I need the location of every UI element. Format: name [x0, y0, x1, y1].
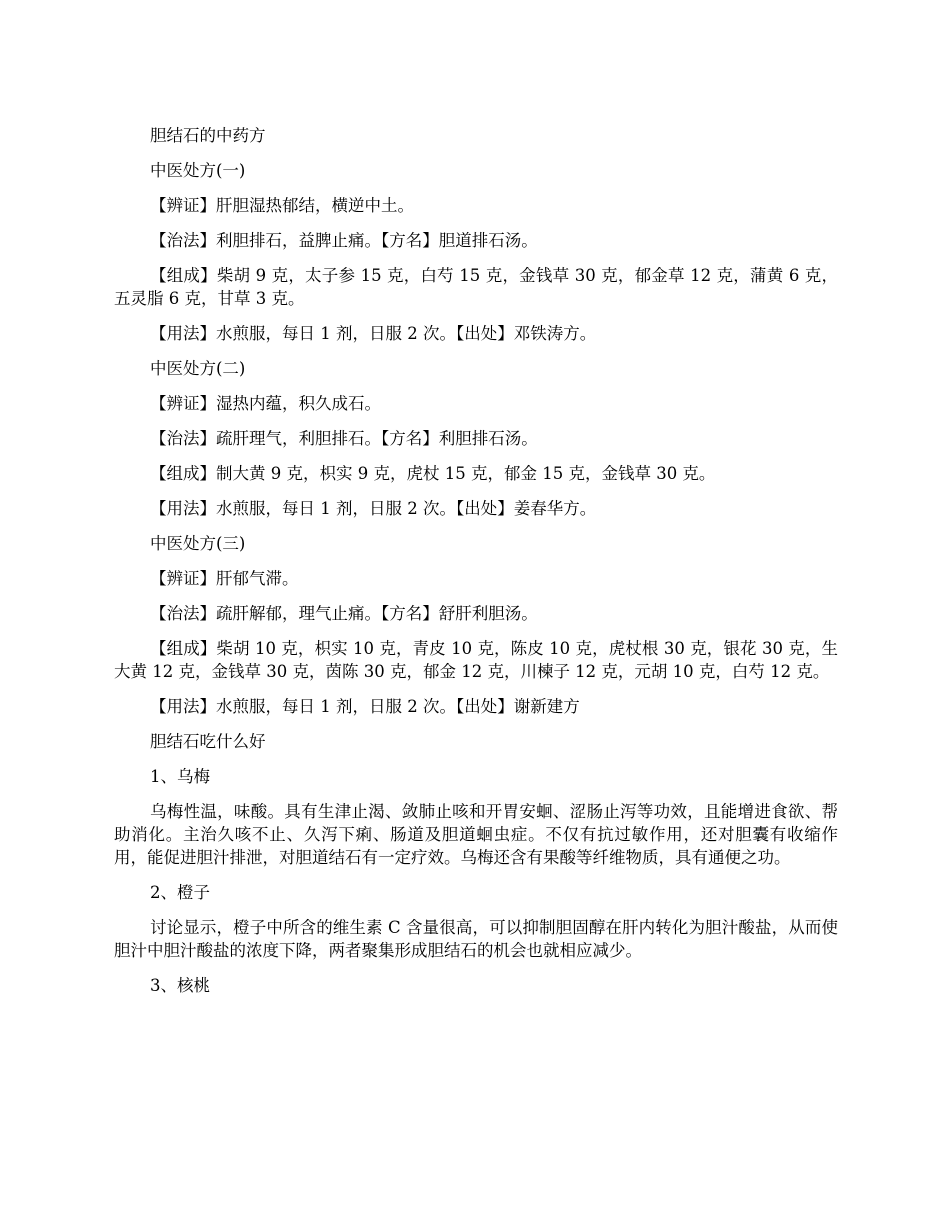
- section-heading: 中医处方(二): [150, 359, 246, 378]
- paragraph: 【辨证】肝郁气滞。: [150, 569, 299, 588]
- paragraph: 【组成】柴胡 9 克，太子参 15 克，白芍 15 克，金钱草 30 克，郁金草 12 克，蒲黄 6 克，五灵脂 6 克，甘草 3 克。: [114, 266, 838, 308]
- section-heading: 中医处方(三): [150, 534, 246, 553]
- paragraph: 【用法】水煎服，每日 1 剂，日服 2 次。【出处】姜春华方。: [150, 499, 597, 518]
- document-title: 胆结石的中药方: [150, 126, 266, 145]
- paragraph: 【辨证】湿热内蕴，积久成石。: [150, 394, 381, 413]
- paragraph: 【治法】利胆排石，益脾止痛。【方名】胆道排石汤。: [150, 231, 538, 250]
- paragraph: 【用法】水煎服，每日 1 剂，日服 2 次。【出处】谢新建方: [150, 697, 580, 716]
- paragraph: 乌梅性温，味酸。具有生津止渴、敛肺止咳和开胃安蛔、涩肠止泻等功效，且能增进食欲、帮助消化。主治久咳不止、久泻下痢、肠道及胆道蛔虫症。不仅有抗过敏作用，还对胆囊有收缩作用，能促进胆汁排泄，对胆道结石有一定疗效。乌梅还含有果酸等纤维物质，具有通便之功。: [114, 802, 838, 867]
- paragraph: 【组成】制大黄 9 克，枳实 9 克，虎杖 15 克，郁金 15 克，金钱草 30 克。: [150, 464, 716, 483]
- paragraph: 【辨证】肝胆湿热郁结，横逆中土。: [150, 196, 414, 215]
- document-page: [114, 124, 838, 1009]
- paragraph: 【治法】疏肝解郁，理气止痛。【方名】舒肝利胆汤。: [150, 604, 538, 623]
- section-heading: 胆结石吃什么好: [150, 732, 266, 751]
- paragraph: 【组成】柴胡 10 克，枳实 10 克，青皮 10 克，陈皮 10 克，虎杖根 30 克，银花 30 克，生大黄 12 克，金钱草 30 克，茵陈 30 克，郁金 12 克，川楝子 12 克，元胡 10 克，白芍 12 克。: [114, 639, 838, 681]
- section-heading: 中医处方(一): [150, 161, 246, 180]
- paragraph: 【用法】水煎服，每日 1 剂，日服 2 次。【出处】邓铁涛方。: [150, 324, 597, 343]
- item-heading: 3、核桃: [150, 976, 210, 995]
- item-heading: 1、乌梅: [150, 767, 210, 786]
- item-heading: 2、橙子: [150, 883, 210, 902]
- paragraph: 【治法】疏肝理气，利胆排石。【方名】利胆排石汤。: [150, 429, 538, 448]
- paragraph: 讨论显示，橙子中所含的维生素 C 含量很高，可以抑制胆固醇在肝内转化为胆汁酸盐，从而使胆汁中胆汁酸盐的浓度下降，两者聚集形成胆结石的机会也就相应减少。: [114, 918, 838, 960]
